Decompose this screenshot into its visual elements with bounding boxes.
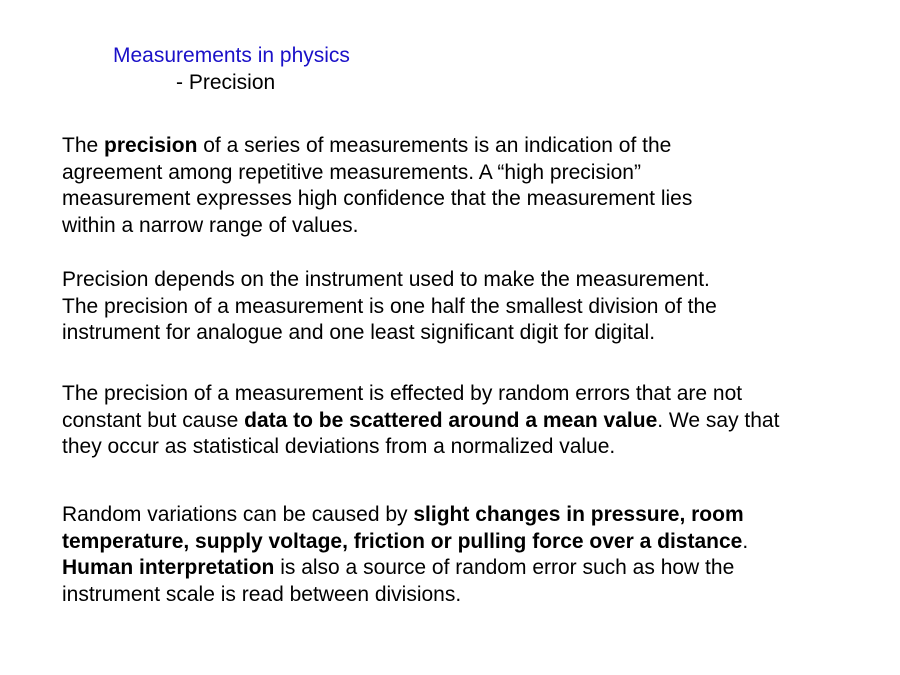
text-line: instrument for analogue and one least significant digit for digital.: [62, 321, 656, 345]
text-line: [62, 555, 862, 582]
text-line: Precision depends on the instrument used to make the measurement.: [62, 268, 710, 291]
paragraph-random-variations: [62, 502, 862, 608]
paragraph-instrument-precision: [62, 267, 862, 347]
text-run: . We say that: [657, 408, 780, 432]
text-line: measurement expresses high confidence that the measurement lies: [62, 187, 693, 211]
paragraph-precision-definition: [62, 133, 862, 239]
text-line: [62, 502, 862, 529]
text-line: [62, 133, 862, 160]
text-run: constant but cause: [62, 408, 245, 432]
text-line: The precision of a measurement is one half the smallest division of the: [62, 294, 717, 318]
slide-subtitle: - Precision: [176, 71, 276, 94]
text-run: Random variations can be caused by: [62, 503, 414, 526]
text-line: within a narrow range of values.: [62, 213, 359, 237]
text-line: agreement among repetitive measurements. A “high precision”: [62, 160, 641, 184]
bold-phrase-scattered-data: data to be scattered around a mean value: [244, 408, 658, 432]
bold-term-human-interpretation: Human interpretation: [62, 556, 275, 580]
slide-title: Measurements in physics: [113, 44, 350, 67]
paragraph-random-errors: [62, 381, 862, 461]
text-run: is also a source of random error such as how the: [274, 556, 735, 580]
text-line: they occur as statistical deviations from a normalized value.: [62, 435, 616, 459]
text-line: The precision of a measurement is effected by random errors that are not: [62, 382, 743, 405]
text-line: [62, 408, 862, 435]
text-run: of a series of measurements is an indication of the: [197, 134, 672, 157]
bold-phrase-causes-cont: temperature, supply voltage, friction or pulling force over a distance: [62, 529, 743, 553]
text-line: instrument scale is read between divisions.: [62, 582, 462, 606]
bold-term-precision: precision: [104, 134, 198, 157]
bold-phrase-causes: slight changes in pressure, room: [413, 503, 744, 526]
text-run: .: [742, 529, 749, 553]
text-line: [62, 529, 862, 556]
text-run: The: [62, 134, 105, 157]
